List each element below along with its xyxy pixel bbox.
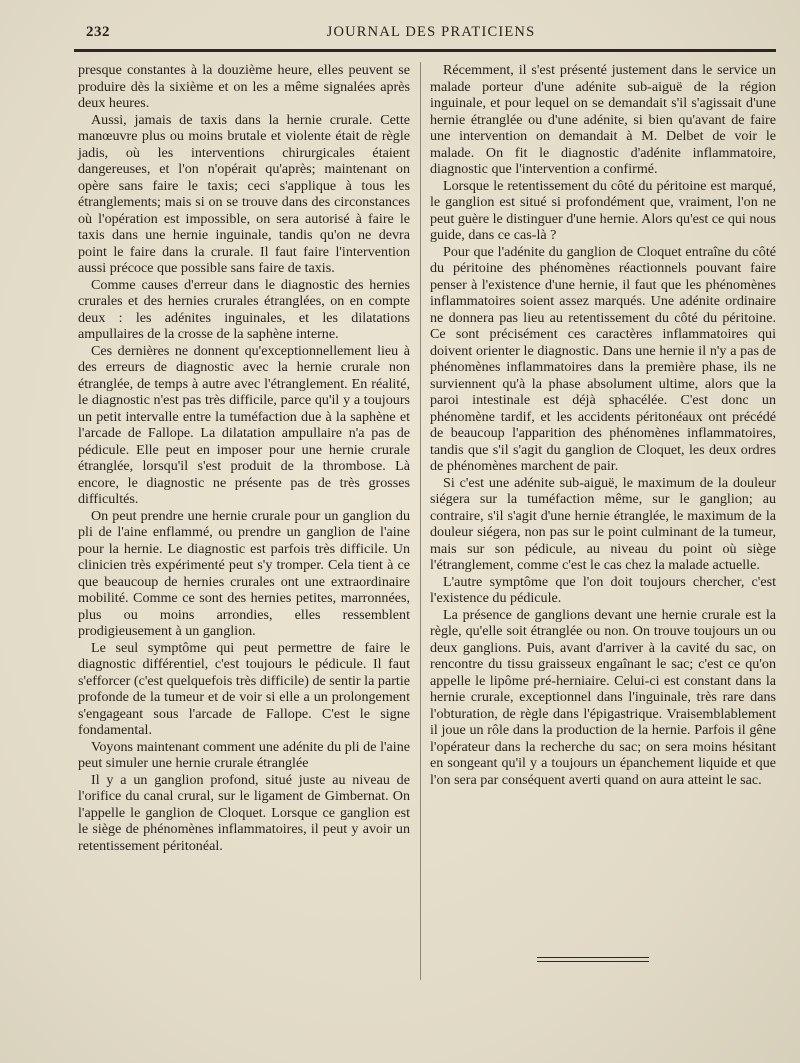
end-of-article-rule <box>537 957 649 962</box>
paragraph: Il y a un ganglion profond, situé juste au niveau de l'orifice du canal crural, sur le ligament de Gimbernat. On l'appelle le ganglion de Cloquet. Lorsque ce ganglion est le siège de phénomènes inflammatoires, il peut y avoir un retentissement péritonéal. <box>78 771 410 854</box>
paragraph: Comme causes d'erreur dans le diagnostic des hernies crurales et des hernies crurales étranglées, on en compte deux : les adénites inguinales, et les dilatations ampullaires de la crosse de la saphène interne. <box>78 276 410 342</box>
right-column <box>430 62 776 788</box>
column-divider <box>420 62 421 980</box>
left-column <box>78 62 410 854</box>
paragraph: L'autre symptôme que l'on doit toujours chercher, c'est l'existence du pédicule. <box>430 573 776 606</box>
running-title: JOURNAL DES PRATICIENS <box>326 24 536 40</box>
paragraph: Ces dernières ne donnent qu'exceptionnellement lieu à des erreurs de diagnostic avec la hernie crurale non étranglée, de temps à autre avec l'étranglement. En réalité, le diagnostic n'est pas très difficile, parce qu'il y a toujours un petit intervalle entre la tuméfaction due à la saphène et l'arcade de Fallope. La dilatation ampullaire n'a pas de pédicule. Elle peut en imposer pour une hernie crurale étranglée, lorsqu'il s'est produit de la thrombose. Là encore, le diagnostic ne présente pas de très grosses difficultés. <box>78 342 410 507</box>
paragraph: Récemment, il s'est présenté justement dans le service un malade porteur d'une adénite sub-aiguë de la région inguinale, et pour lequel on se demandait s'il s'agissait d'une hernie étranglée ou d'une adénite, si bien qu'avant de faire une intervention on demandait à M. Delbet de voir le malade. On fit le diagnostic d'adénite inflammatoire, diagnostic que l'intervention a confirmé. <box>430 62 776 177</box>
page-number: 232 <box>86 24 110 40</box>
paragraph: On peut prendre une hernie crurale pour un ganglion du pli de l'aine enflammé, ou prendre un ganglion de l'aine pour la hernie. Le diagnostic est parfois très difficile. Un clinicien très expérimenté peut s'y tromper. Cela tient à ce que beaucoup de hernies crurales ont une extraordinaire mobilité. Comme ce sont des hernies petites, marronnées, plus ou moins arrondies, elles ressemblent prodigieusement à un ganglion. <box>78 507 410 639</box>
paragraph: La présence de ganglions devant une hernie crurale est la règle, qu'elle soit étranglée ou non. On trouve toujours un ou deux ganglions. Puis, avant d'arriver à la cavité du sac, on rencontre du tissu graisseux engaînant le sac; c'est ce qu'on appelle le lipôme pré-herniaire. Celui-ci est constant dans la hernie crurale, exceptionnel dans l'inguinale, très rare dans l'obturation, de règle dans l'épigastrique. Vraisemblablement il joue un rôle dans la production de la hernie. Parfois il gêne l'opérateur dans la recherche du sac; on sera moins hésitant en songeant qu'il y a toujours un épanchement liquide et que l'on sera par conséquent averti quand on aura atteint le sac. <box>430 606 776 788</box>
paragraph: Voyons maintenant comment une adénite du pli de l'aine peut simuler une hernie crurale étranglée <box>78 738 410 771</box>
paragraph: Pour que l'adénite du ganglion de Cloquet entraîne du côté du péritoine des phénomènes réactionnels pouvant faire penser à l'existence d'une hernie, il faut que les phénomènes inflammatoires soient assez marqués. Une adénite ordinaire ne donnera pas lieu au retentissement du côté du péritoine. Ce sont précisément ces caractères inflammatoires qui doivent orienter le diagnostic. Dans une hernie il n'y a pas de phénomènes inflammatoires dans la première phase, ils ne surviennent qu'à la phase absolument ultime, alors que la paroi intestinale est déjà sphacélée. C'est donc un phénomène tardif, et les accidents péritonéaux ont précédé de beaucoup l'apparition des phénomènes inflammatoires, tandis que s'il s'agit du ganglion de Cloquet, les deux ordres de phénomènes marchent de pair. <box>430 243 776 474</box>
paragraph: Si c'est une adénite sub-aiguë, le maximum de la douleur siégera sur la tuméfaction même, sur le ganglion; au contraire, s'il s'agit d'une hernie étranglée, le maximum de la douleur siégera, non pas sur le point culminant de la tumeur, mais sur son pédicule, au niveau du point où siège l'étranglement, comme c'est le cas chez la malade actuelle. <box>430 474 776 573</box>
page-header <box>86 22 776 44</box>
paragraph: Le seul symptôme qui peut permettre de faire le diagnostic différentiel, c'est toujours le pédicule. Il faut s'efforcer (c'est quelquefois très difficile) de sentir la partie profonde de la tumeur et de voir si elle a un prolongement s'engageant sous l'arcade de Fallope. C'est le signe fondamental. <box>78 639 410 738</box>
paragraph: Aussi, jamais de taxis dans la hernie crurale. Cette manœuvre plus ou moins brutale et violente était de règle jadis, où les interventions chirurgicales étaient dangereuses, et l'on n'opérait qu'après; maintenant on opère sans faire le taxis; ceci s'applique à tous les étranglements; mais si on se trouve dans des circonstances où l'opération est impossible, on sera autorisé à faire le taxis dans une hernie inguinale, tandis qu'on ne devra point le faire dans la crurale. Il faut faire l'intervention aussi précoce que possible sans faire de taxis. <box>78 111 410 276</box>
paragraph: presque constantes à la douzième heure, elles peuvent se produire dès la sixième et on les a même signalées après deux heures. <box>78 62 410 111</box>
paragraph: Lorsque le retentissement du côté du péritoine est marqué, le ganglion est situé si profondément que, vraiment, l'on ne peut guère le distinguer d'une hernie. Alors qu'est ce qui nous guide, dans ce cas-là ? <box>430 177 776 243</box>
header-rule <box>74 49 776 52</box>
